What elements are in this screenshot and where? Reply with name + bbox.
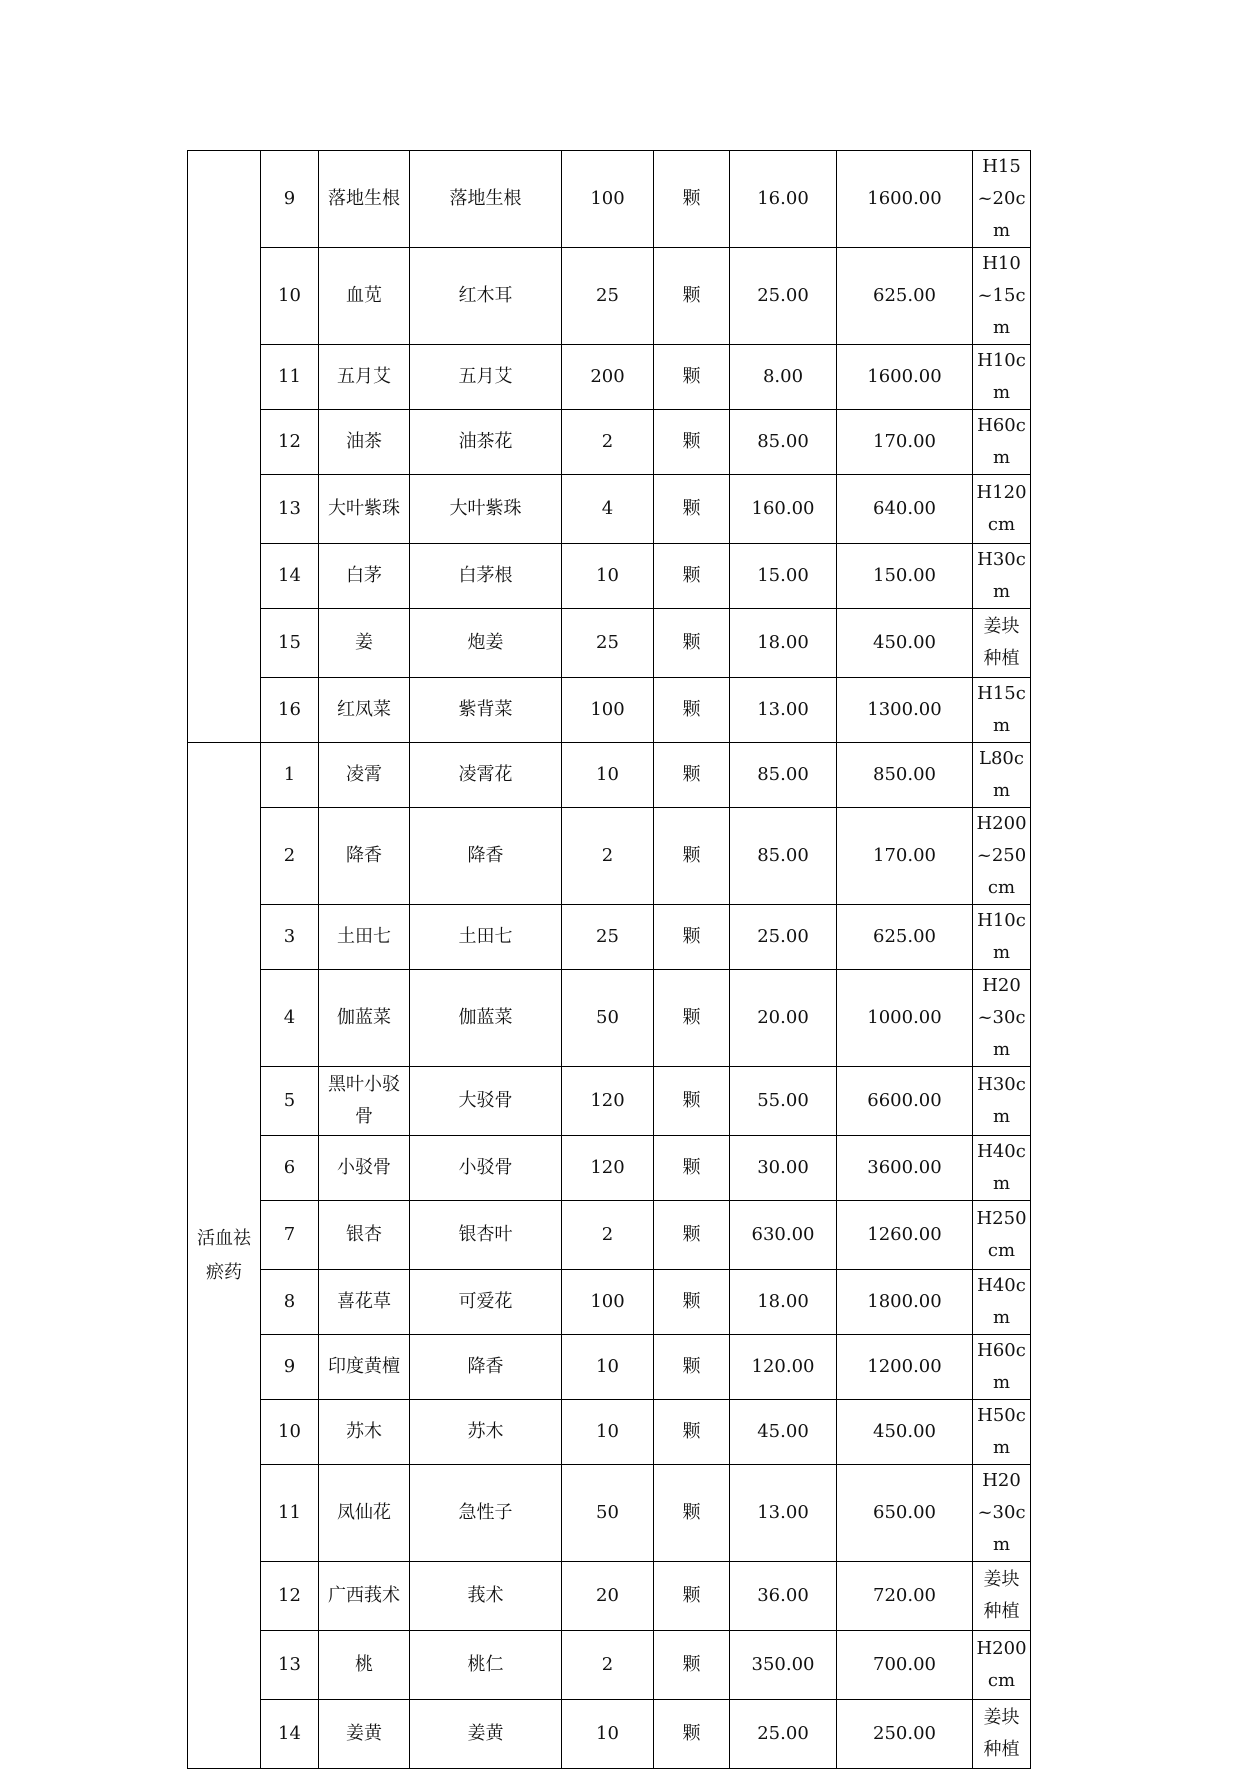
plant-name-cell: 凤仙花 (319, 1465, 410, 1562)
quantity-cell: 2 (562, 1631, 654, 1700)
unit-cell: 颗 (654, 1201, 730, 1270)
quantity-cell: 10 (562, 1700, 654, 1769)
herb-name-cell: 红木耳 (410, 248, 562, 345)
table-row (188, 1201, 1031, 1270)
specification-cell: H20~30cm (973, 1465, 1031, 1562)
table-row (188, 743, 1031, 808)
row-number-cell: 13 (261, 1631, 319, 1700)
specification-cell: H30cm (973, 544, 1031, 609)
herb-name-cell: 姜黄 (410, 1700, 562, 1769)
quantity-cell: 25 (562, 609, 654, 678)
specification-cell: H10cm (973, 905, 1031, 970)
unit-price-cell: 18.00 (730, 609, 837, 678)
unit-cell: 颗 (654, 678, 730, 743)
quantity-cell: 2 (562, 410, 654, 475)
herb-name-cell: 小驳骨 (410, 1136, 562, 1201)
herb-name-cell: 白茅根 (410, 544, 562, 609)
row-number-cell: 13 (261, 475, 319, 544)
table-row (188, 609, 1031, 678)
row-number-cell: 12 (261, 1562, 319, 1631)
quantity-cell: 100 (562, 1270, 654, 1335)
plant-name-cell: 白茅 (319, 544, 410, 609)
herb-name-cell: 苏木 (410, 1400, 562, 1465)
unit-price-cell: 85.00 (730, 808, 837, 905)
unit-cell: 颗 (654, 410, 730, 475)
row-number-cell: 15 (261, 609, 319, 678)
unit-price-cell: 350.00 (730, 1631, 837, 1700)
herb-name-cell: 大叶紫珠 (410, 475, 562, 544)
specification-cell: H40cm (973, 1136, 1031, 1201)
total-price-cell: 1000.00 (837, 970, 973, 1067)
herb-name-cell: 落地生根 (410, 151, 562, 248)
row-number-cell: 10 (261, 1400, 319, 1465)
total-price-cell: 1600.00 (837, 151, 973, 248)
unit-cell: 颗 (654, 609, 730, 678)
row-number-cell: 2 (261, 808, 319, 905)
specification-cell: L80cm (973, 743, 1031, 808)
quantity-cell: 2 (562, 808, 654, 905)
herb-name-cell: 降香 (410, 1335, 562, 1400)
row-number-cell: 8 (261, 1270, 319, 1335)
row-number-cell: 11 (261, 345, 319, 410)
table-row (188, 1136, 1031, 1201)
herb-name-cell: 桃仁 (410, 1631, 562, 1700)
table-row (188, 544, 1031, 609)
quantity-cell: 100 (562, 678, 654, 743)
row-number-cell: 6 (261, 1136, 319, 1201)
unit-cell: 颗 (654, 743, 730, 808)
specification-cell: H15cm (973, 678, 1031, 743)
unit-cell: 颗 (654, 1136, 730, 1201)
total-price-cell: 850.00 (837, 743, 973, 808)
total-price-cell: 650.00 (837, 1465, 973, 1562)
unit-price-cell: 8.00 (730, 345, 837, 410)
specification-cell: H60cm (973, 1335, 1031, 1400)
quantity-cell: 2 (562, 1201, 654, 1270)
table-row (188, 1631, 1031, 1700)
plant-name-cell: 姜黄 (319, 1700, 410, 1769)
plant-name-cell: 喜花草 (319, 1270, 410, 1335)
unit-cell: 颗 (654, 248, 730, 345)
plant-name-cell: 伽蓝菜 (319, 970, 410, 1067)
herb-name-cell: 莪术 (410, 1562, 562, 1631)
plant-name-cell: 银杏 (319, 1201, 410, 1270)
unit-price-cell: 55.00 (730, 1067, 837, 1136)
specification-cell: H10cm (973, 345, 1031, 410)
unit-price-cell: 630.00 (730, 1201, 837, 1270)
plant-name-cell: 油茶 (319, 410, 410, 475)
row-number-cell: 14 (261, 544, 319, 609)
table-row (188, 151, 1031, 248)
unit-cell: 颗 (654, 1562, 730, 1631)
unit-price-cell: 160.00 (730, 475, 837, 544)
row-number-cell: 11 (261, 1465, 319, 1562)
herb-name-cell: 土田七 (410, 905, 562, 970)
total-price-cell: 170.00 (837, 410, 973, 475)
row-number-cell: 4 (261, 970, 319, 1067)
table-row (188, 248, 1031, 345)
unit-price-cell: 16.00 (730, 151, 837, 248)
quantity-cell: 100 (562, 151, 654, 248)
quantity-cell: 50 (562, 1465, 654, 1562)
unit-price-cell: 36.00 (730, 1562, 837, 1631)
plant-name-cell: 小驳骨 (319, 1136, 410, 1201)
quantity-cell: 200 (562, 345, 654, 410)
quantity-cell: 10 (562, 743, 654, 808)
quantity-cell: 10 (562, 544, 654, 609)
unit-cell: 颗 (654, 970, 730, 1067)
unit-cell: 颗 (654, 1631, 730, 1700)
unit-cell: 颗 (654, 808, 730, 905)
total-price-cell: 720.00 (837, 1562, 973, 1631)
herb-name-cell: 伽蓝菜 (410, 970, 562, 1067)
quantity-cell: 4 (562, 475, 654, 544)
row-number-cell: 16 (261, 678, 319, 743)
unit-cell: 颗 (654, 1067, 730, 1136)
plant-name-cell: 大叶紫珠 (319, 475, 410, 544)
row-number-cell: 9 (261, 1335, 319, 1400)
plant-name-cell: 五月艾 (319, 345, 410, 410)
herb-name-cell: 急性子 (410, 1465, 562, 1562)
table-row (188, 1465, 1031, 1562)
table-row (188, 1335, 1031, 1400)
specification-cell: H200~250cm (973, 808, 1031, 905)
quantity-cell: 120 (562, 1136, 654, 1201)
total-price-cell: 1800.00 (837, 1270, 973, 1335)
herb-name-cell: 可爱花 (410, 1270, 562, 1335)
total-price-cell: 640.00 (837, 475, 973, 544)
quantity-cell: 25 (562, 905, 654, 970)
table-row (188, 1270, 1031, 1335)
total-price-cell: 450.00 (837, 1400, 973, 1465)
total-price-cell: 1200.00 (837, 1335, 973, 1400)
unit-price-cell: 25.00 (730, 1700, 837, 1769)
plant-name-cell: 广西莪术 (319, 1562, 410, 1631)
table-row (188, 905, 1031, 970)
quantity-cell: 120 (562, 1067, 654, 1136)
plant-name-cell: 凌霄 (319, 743, 410, 808)
total-price-cell: 6600.00 (837, 1067, 973, 1136)
specification-cell: H200cm (973, 1631, 1031, 1700)
row-number-cell: 14 (261, 1700, 319, 1769)
specification-cell: H250cm (973, 1201, 1031, 1270)
quantity-cell: 25 (562, 248, 654, 345)
quantity-cell: 50 (562, 970, 654, 1067)
table-row (188, 1562, 1031, 1631)
plant-name-cell: 姜 (319, 609, 410, 678)
quantity-cell: 10 (562, 1400, 654, 1465)
specification-cell: 姜块种植 (973, 1700, 1031, 1769)
unit-cell: 颗 (654, 1700, 730, 1769)
table-row (188, 475, 1031, 544)
unit-price-cell: 45.00 (730, 1400, 837, 1465)
herb-name-cell: 大驳骨 (410, 1067, 562, 1136)
specification-cell: H15~20cm (973, 151, 1031, 248)
unit-price-cell: 20.00 (730, 970, 837, 1067)
herb-name-cell: 紫背菜 (410, 678, 562, 743)
plant-name-cell: 红凤菜 (319, 678, 410, 743)
quantity-cell: 10 (562, 1335, 654, 1400)
unit-price-cell: 25.00 (730, 905, 837, 970)
plant-name-cell: 桃 (319, 1631, 410, 1700)
herb-name-cell: 炮姜 (410, 609, 562, 678)
plant-name-cell: 降香 (319, 808, 410, 905)
plant-name-cell: 落地生根 (319, 151, 410, 248)
herb-name-cell: 银杏叶 (410, 1201, 562, 1270)
row-number-cell: 9 (261, 151, 319, 248)
unit-cell: 颗 (654, 1335, 730, 1400)
unit-price-cell: 18.00 (730, 1270, 837, 1335)
specification-cell: 姜块种植 (973, 1562, 1031, 1631)
total-price-cell: 700.00 (837, 1631, 973, 1700)
herb-name-cell: 降香 (410, 808, 562, 905)
specification-cell: H40cm (973, 1270, 1031, 1335)
unit-price-cell: 85.00 (730, 743, 837, 808)
total-price-cell: 3600.00 (837, 1136, 973, 1201)
table-row (188, 1700, 1031, 1769)
plant-name-cell: 印度黄檀 (319, 1335, 410, 1400)
specification-cell: H10~15cm (973, 248, 1031, 345)
plant-name-cell: 黑叶小驳骨 (319, 1067, 410, 1136)
table-row (188, 410, 1031, 475)
row-number-cell: 3 (261, 905, 319, 970)
unit-cell: 颗 (654, 1270, 730, 1335)
table-body (188, 151, 1031, 1769)
unit-cell: 颗 (654, 151, 730, 248)
unit-cell: 颗 (654, 544, 730, 609)
table-row (188, 1067, 1031, 1136)
total-price-cell: 150.00 (837, 544, 973, 609)
specification-cell: 姜块种植 (973, 609, 1031, 678)
total-price-cell: 250.00 (837, 1700, 973, 1769)
quantity-cell: 20 (562, 1562, 654, 1631)
unit-cell: 颗 (654, 905, 730, 970)
unit-price-cell: 120.00 (730, 1335, 837, 1400)
unit-price-cell: 13.00 (730, 678, 837, 743)
total-price-cell: 450.00 (837, 609, 973, 678)
total-price-cell: 1600.00 (837, 345, 973, 410)
total-price-cell: 625.00 (837, 905, 973, 970)
plant-name-cell: 苏木 (319, 1400, 410, 1465)
total-price-cell: 1300.00 (837, 678, 973, 743)
row-number-cell: 5 (261, 1067, 319, 1136)
unit-cell: 颗 (654, 1400, 730, 1465)
table-row (188, 345, 1031, 410)
specification-cell: H60cm (973, 410, 1031, 475)
plant-name-cell: 土田七 (319, 905, 410, 970)
row-number-cell: 1 (261, 743, 319, 808)
total-price-cell: 170.00 (837, 808, 973, 905)
table-row (188, 970, 1031, 1067)
unit-price-cell: 85.00 (730, 410, 837, 475)
table-row (188, 808, 1031, 905)
unit-cell: 颗 (654, 475, 730, 544)
unit-price-cell: 25.00 (730, 248, 837, 345)
row-number-cell: 12 (261, 410, 319, 475)
category-cell: 活血祛瘀药 (188, 743, 261, 1769)
table-row (188, 1400, 1031, 1465)
unit-price-cell: 30.00 (730, 1136, 837, 1201)
unit-cell: 颗 (654, 1465, 730, 1562)
unit-price-cell: 15.00 (730, 544, 837, 609)
herb-name-cell: 五月艾 (410, 345, 562, 410)
herb-name-cell: 油茶花 (410, 410, 562, 475)
specification-cell: H120cm (973, 475, 1031, 544)
table-row (188, 678, 1031, 743)
total-price-cell: 1260.00 (837, 1201, 973, 1270)
specification-cell: H50cm (973, 1400, 1031, 1465)
herb-name-cell: 凌霄花 (410, 743, 562, 808)
specification-cell: H30cm (973, 1067, 1031, 1136)
plant-name-cell: 血苋 (319, 248, 410, 345)
row-number-cell: 7 (261, 1201, 319, 1270)
category-cell (188, 151, 261, 743)
row-number-cell: 10 (261, 248, 319, 345)
unit-cell: 颗 (654, 345, 730, 410)
total-price-cell: 625.00 (837, 248, 973, 345)
specification-cell: H20~30cm (973, 970, 1031, 1067)
plant-table (187, 150, 1031, 1769)
unit-price-cell: 13.00 (730, 1465, 837, 1562)
